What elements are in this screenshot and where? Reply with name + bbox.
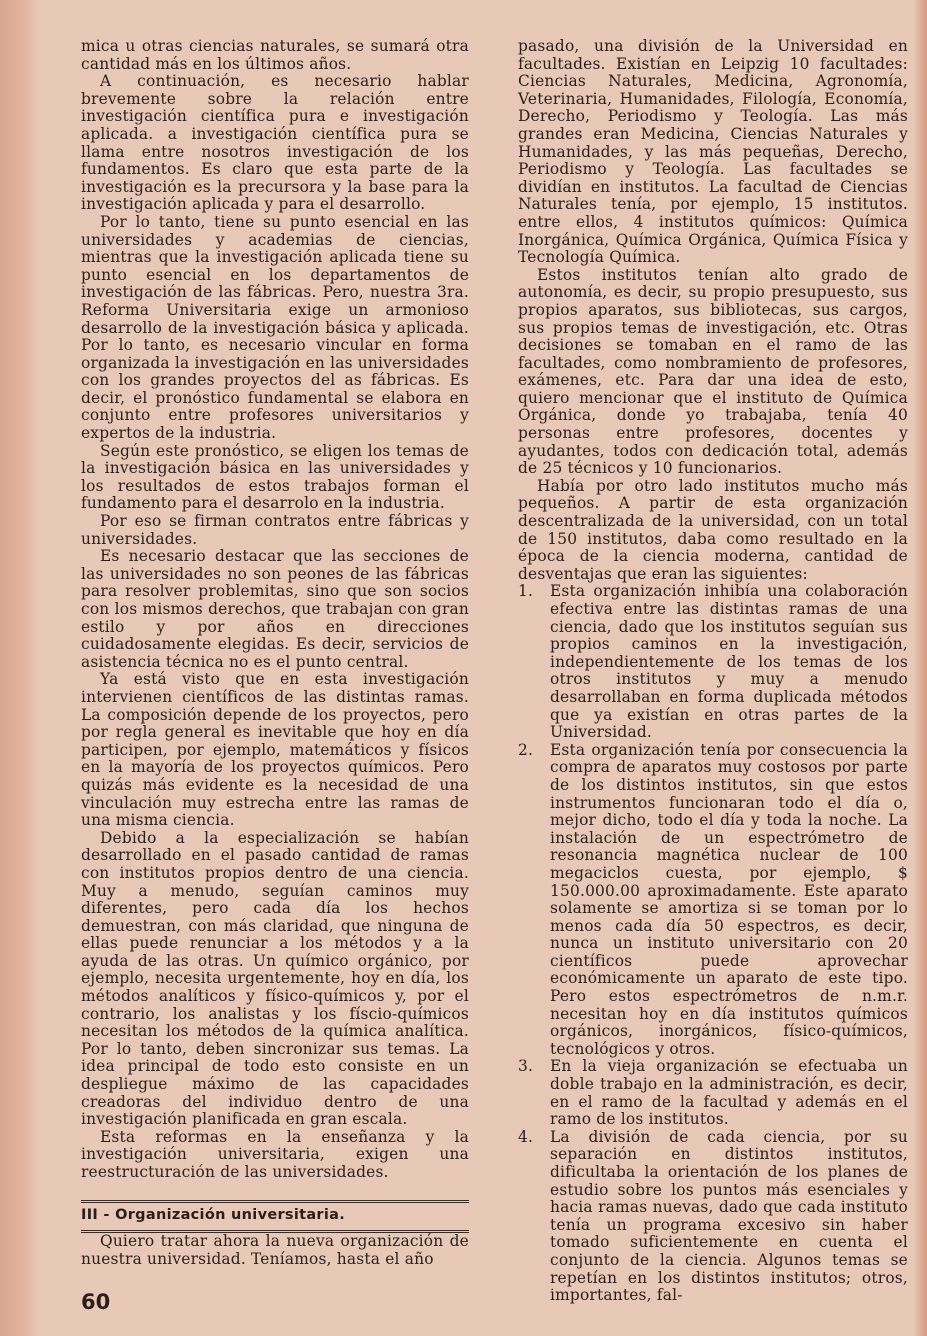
page-edge-shadow-right <box>913 0 927 1336</box>
paragraph: Por lo tanto, tiene su punto esencial en las universidades y academias de ciencias, mientras que la investigación aplicada tiene su punto esencial en los departamentos de investigación de las fábricas. Pero, nuestra 3ra. Reforma Universitaria exige un armonioso desarrollo de la investigación básica y aplicada. Por lo tanto, es necesario vincular en forma organizada la investigación en las universidades con los grandes proyectos del as fábricas. Es decir, el pronóstico fundamental se elabora en conjunto entre profesores universitarios y expertos de la industria. <box>81 212 469 443</box>
paragraph: Es necesario destacar que las secciones de las universidades no son peones de las fábricas para resolver problemitas, sino que son socios con los mismos derechos, que trabajan con gran estilo y por años en direcciones cuidadosamente elegidas. Es decir, servicios de asistencia técnica no es el punto central. <box>81 547 469 671</box>
paragraph: Estos institutos tenían alto grado de autonomía, es decir, su propio presupuesto, sus propios aparatos, sus bibliotecas, sus cargos, sus propios temas de investigación, etc. Otras decisiones se tomaban en el ramo de las facultades, como nombramiento de profesores, exámenes, etc. Para dar una idea de esto, quiero mencionar que el instituto de Química Orgánica, donde yo trabajaba, tenía 40 personas entre profesores, docentes y ayudantes, todos con dedicación total, además de 25 técnicos y 10 funcionarios. <box>518 265 908 478</box>
list-text: Esta organización inhibía una colaboración efectiva entre las distintas ramas de una ciencia, dado que los institutos seguían sus propios caminos en la investigación, independientemente de los temas de los otros institutos y muy a menudo desarrollaban en forma duplicada métodos que ya existían en otras partes de la Universidad. <box>550 582 908 742</box>
paragraph: Quiero tratar ahora la nueva organización de nuestra universidad. Teníamos, hasta el año <box>81 1232 469 1268</box>
list-number: 2. <box>518 740 534 759</box>
paragraph: pasado, una división de la Universidad en facultades. Existían en Leipzig 10 facultades: Ciencias Naturales, Medicina, Agronomía, Veterinaria, Humanidades, Filología, Economía, Derecho, Periodismo y Teología. Las más grandes eran Medicina, Ciencias Naturales y Humanidades, y las más pequeñas, Derecho, Periodismo y Teología. Las facultades se dividían en institutos. La facultad de Ciencias Naturales tenía, por ejemplo, 15 institutos. entre ellos, 4 institutos químicos: Química Inorgánica, Química Orgánica, Química Física y Tecnología Química. <box>518 37 908 267</box>
right-column <box>518 38 908 1305</box>
paragraph: Debido a la especialización se habían desarrollado en el pasado cantidad de ramas con institutos propios dentro de una ciencia. Muy a menudo, seguían caminos muy diferentes, pero cada día los hechos demuestran, con más claridad, que ninguna de ellas puede renunciar a los métodos y a la ayuda de las otras. Un químico orgánico, por ejemplo, necesita urgentemente, hoy en día, los métodos analíticos y físico-químicos y, por el contrario, los analistas y los físcio-químicos necesitan los métodos de la química analítica. Por lo tanto, deben sincronizar sus temas. La idea principal de todo esto consiste en un despliegue máximo de las capacidades creadoras del individuo dentro de una investigación planificada en gran escala. <box>81 828 469 1129</box>
list-text: En la vieja organización se efectuaba un doble trabajo en la administración, es decir, en el ramo de la facultad y además en el ramo de los institutos. <box>550 1057 908 1129</box>
list-item <box>518 1129 908 1305</box>
list-text: La división de cada ciencia, por su separación en distintos institutos, dificultaba la orientación de los planes de estudio sobre los puntos más esenciales y hacia ramas nuevas, dado que cada instituto tenía un programa excesivo sin haber tomado suficientemente en cuenta el conjunto de la ciencia. Algunos temas se repetían en los distintos institutos; otros, importantes, fal- <box>550 1127 908 1305</box>
paragraph: Por eso se firman contratos entre fábricas y universidades. <box>81 512 469 548</box>
section-heading: III - Organización universitaria. <box>81 1200 469 1234</box>
paragraph: Según este pronóstico, se eligen los temas de la investigación básica en las universidades y los resultados de estos trabajos forman el fundamento para el desarrolo en la industria. <box>81 441 469 513</box>
list-number: 4. <box>518 1127 534 1146</box>
list-text: Esta organización tenía por consecuencia la compra de aparatos muy costosos por parte de los distintos institutos, sin que estos instrumentos funcionaran todo el día o, mejor dicho, todo el día y toda la noche. La instalación de un espectrómetro de resonancia magnética nuclear de 100 megaciclos cuesta, por ejemplo, $ 150.000.00 aproximadamente. Este aparato solamente se amortiza si se toman por lo menos cada día 50 espectros, es decir, nunca un instituto universitario con 20 científicos puede aprovechar económicamente un aparato de este tipo. Pero estos espectrómetros de n.m.r. necesitan hoy en día institutos químicos orgánicos, inorgánicos, físico-químicos, tecnológicos y otros. <box>550 740 908 1058</box>
page-number: 60 <box>81 1290 111 1314</box>
paragraph: A continuación, es necesario hablar brevemente sobre la relación entre investigación científica pura e investigación aplicada. a investigación científica pura se llama entre nosotros investigación de los fundamentos. Es claro que esta parte de la investigación es la precursora y la base para la investigación aplicada y para el desarrollo. <box>81 72 469 214</box>
list-item <box>518 742 908 1059</box>
paragraph: Había por otro lado institutos mucho más pequeños. A partir de esta organización descentralizada de la universidad, con un total de 150 institutos, daba como resultado en la época de la ciencia moderna, cantidad de desventajas que eran las siguientes: <box>518 476 908 583</box>
page-edge-shadow-left <box>0 0 40 1336</box>
numbered-list <box>518 583 908 1304</box>
paragraph: Ya está visto que en esta investigación intervienen científicos de las distintas ramas. La composición depende de los proyectos, pero por regla general es inevitable que hoy en día participen, por ejemplo, matemáticos y físicos en la mayoría de los proyectos químicos. Pero quizás más evidente es la necesidad de una vinculación muy estrecha entre las ramas de una misma ciencia. <box>81 670 469 830</box>
paragraph: Esta reformas en la enseñanza y la investigación universitaria, exigen una reestructuración de las universidades. <box>81 1127 469 1181</box>
list-number: 1. <box>518 582 534 601</box>
list-number: 3. <box>518 1057 534 1076</box>
paragraph: mica u otras ciencias naturales, se sumará otra cantidad más en los últimos años. <box>81 37 469 73</box>
list-item <box>518 583 908 741</box>
list-item <box>518 1058 908 1128</box>
left-column <box>81 38 469 1268</box>
